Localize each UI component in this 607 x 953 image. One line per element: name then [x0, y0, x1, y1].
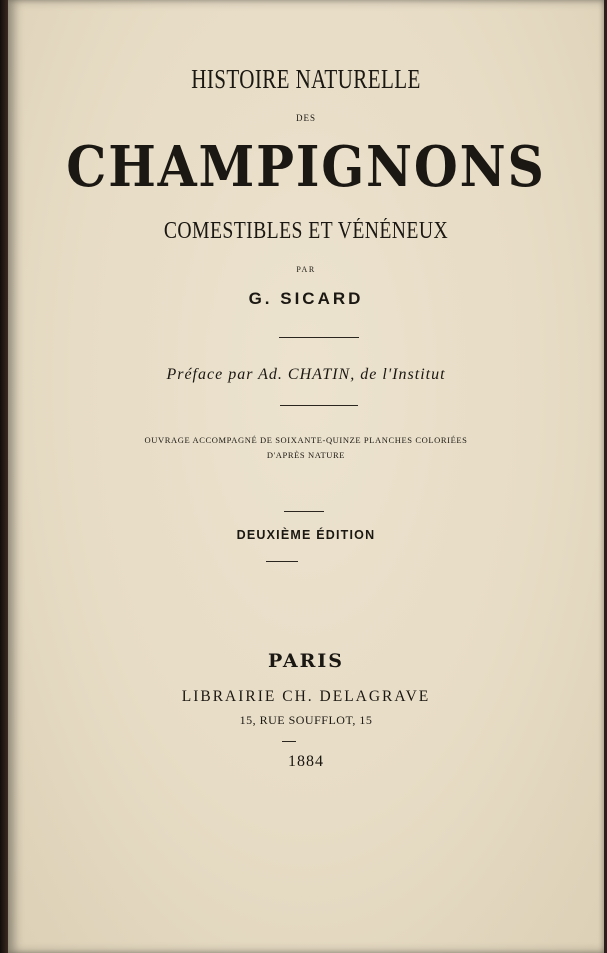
publisher-address: 15, RUE SOUFFLOT, 15 — [239, 713, 373, 727]
book-spine-edge — [0, 0, 8, 953]
title-page — [8, 0, 604, 953]
author-name: G. SICARD — [248, 289, 364, 308]
plates-note-line2: D'APRÈS NATURE — [266, 450, 346, 460]
divider-rule — [284, 511, 324, 512]
book-title: CHAMPIGNONS — [66, 134, 546, 200]
series-heading: HISTOIRE NATURELLE — [191, 64, 421, 94]
edition-label: DEUXIÈME ÉDITION — [236, 528, 376, 542]
divider-rule — [279, 337, 359, 338]
preface-credit: Préface par Ad. CHATIN, de l'Institut — [166, 366, 446, 383]
divider-rule — [266, 561, 298, 562]
divider-rule — [280, 405, 358, 406]
book-subtitle: COMESTIBLES ET VÉNÉNEUX — [163, 218, 449, 244]
connector-par: PAR — [296, 265, 316, 274]
publication-year: 1884 — [288, 753, 324, 770]
divider-rule — [282, 741, 296, 742]
publisher-name: LIBRAIRIE CH. DELAGRAVE — [181, 688, 431, 705]
plates-note-line1: OUVRAGE ACCOMPAGNÉ DE SOIXANTE-QUINZE PLANCHES COLORIÉES — [144, 435, 468, 445]
publication-city: PARIS — [267, 650, 345, 672]
connector-des: DES — [295, 113, 316, 123]
